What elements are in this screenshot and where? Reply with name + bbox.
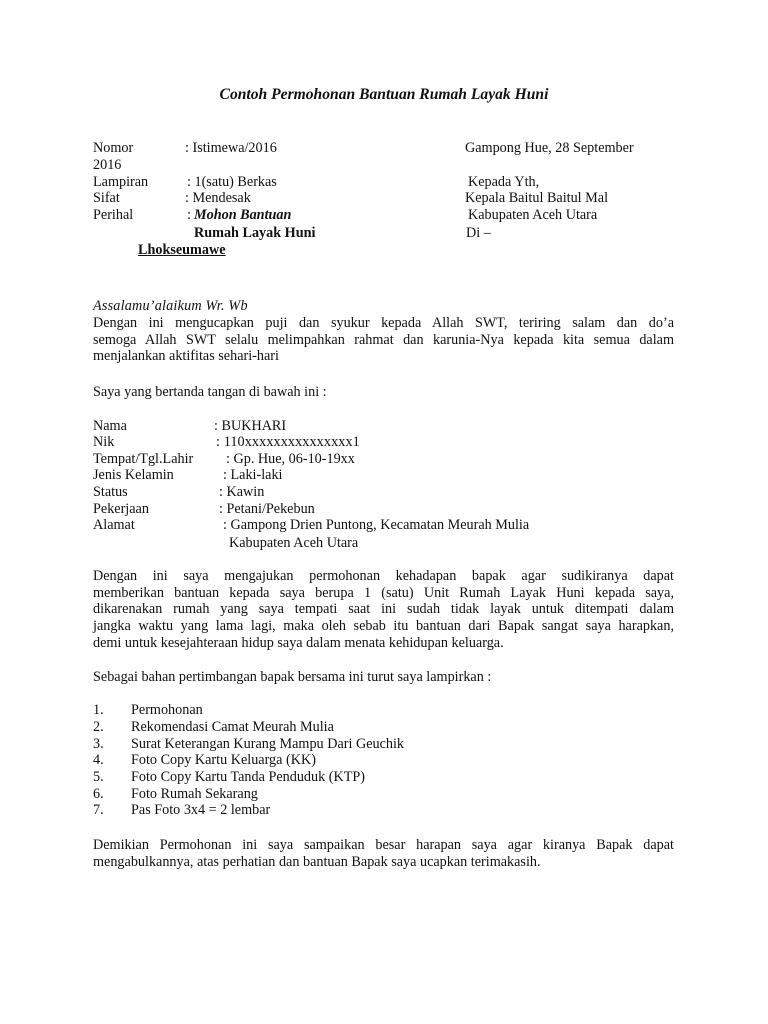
place-date-year: 2016: [93, 157, 122, 173]
jenis-kelamin-value: : Laki-laki: [223, 467, 283, 483]
jenis-kelamin-label: Jenis Kelamin: [93, 467, 174, 483]
lampiran-value: : 1(satu) Berkas: [187, 174, 277, 190]
closing-paragraph: [93, 837, 674, 870]
attachment-number: 5.: [93, 769, 104, 785]
attachment-item: Permohonan: [131, 702, 203, 718]
alamat-label: Alamat: [93, 517, 135, 533]
opening-line-2: semoga Allah SWT selalu melimpahkan rahmat dan karunia-Nya kepada kita semua dalam: [93, 331, 674, 348]
closing-line-1: Demikian Permohonan ini saya sampaikan besar harapan saya agar kiranya Bapak dapat: [93, 837, 674, 853]
request-line-4: jangka waktu yang lama lagi, maka oleh sebab itu bantuan dari Bapak sangat saya harapkan,: [93, 618, 674, 635]
recipient-line-3: Kabupaten Aceh Utara: [468, 207, 598, 223]
status-label: Status: [93, 484, 128, 500]
attachment-number: 2.: [93, 719, 104, 735]
perihal-value-line-1: Mohon Bantuan: [194, 207, 292, 223]
recipient-city: Lhokseumawe: [138, 242, 226, 258]
closing-line-2: mengabulkannya, atas perhatian dan bantuan Bapak saya ucapkan terimakasih.: [93, 853, 541, 870]
request-line-1: Dengan ini saya mengajukan permohonan kehadapan bapak agar sudikiranya dapat: [93, 568, 674, 584]
perihal-label: Perihal: [93, 207, 134, 223]
opening-line-1: Dengan ini mengucapkan puji dan syukur kepada Allah SWT, teriring salam dan do’a: [93, 315, 674, 331]
attachments-intro: Sebagai bahan pertimbangan bapak bersama ini turut saya lampirkan :: [93, 669, 492, 685]
opening-paragraph: [93, 315, 674, 365]
nama-value: : BUKHARI: [214, 418, 287, 434]
attachment-item: Rekomendasi Camat Meurah Mulia: [131, 719, 334, 735]
nomor-value: : Istimewa/2016: [185, 140, 277, 156]
attachment-item: Foto Copy Kartu Keluarga (KK): [131, 752, 316, 768]
attachment-number: 4.: [93, 752, 104, 768]
greeting: Assalamu’alaikum Wr. Wb: [93, 298, 248, 314]
request-paragraph: [93, 568, 674, 652]
attachment-number: 1.: [93, 702, 104, 718]
attachment-item: Foto Copy Kartu Tanda Penduduk (KTP): [131, 769, 366, 785]
recipient-line-1: Kepada Yth,: [468, 174, 540, 190]
recipient-line-2: Kepala Baitul Baitul Mal: [465, 190, 609, 206]
attachment-item: Surat Keterangan Kurang Mampu Dari Geuchik: [131, 736, 405, 752]
request-line-2: memberikan bantuan kepada saya berupa 1 (satu) Unit Rumah Layak Huni kepada saya,: [93, 584, 674, 601]
nama-label: Nama: [93, 418, 127, 434]
ttl-label: Tempat/Tgl.Lahir: [93, 451, 194, 467]
identity-intro: Saya yang bertanda tangan di bawah ini :: [93, 384, 327, 400]
pekerjaan-value: : Petani/Pekebun: [219, 501, 315, 517]
attachment-item: Pas Foto 3x4 = 2 lembar: [131, 802, 271, 818]
alamat-value-line-1: : Gampong Drien Puntong, Kecamatan Meurah Mulia: [223, 517, 530, 533]
attachment-number: 3.: [93, 736, 104, 752]
perihal-colon: :: [187, 207, 191, 223]
nik-value: : 110xxxxxxxxxxxxxxx1: [216, 434, 360, 450]
nomor-label: Nomor: [93, 140, 134, 156]
request-line-3: dikarenakan rumah yang saya tempati saat ini sudah tidak layak untuk ditempati dalam: [93, 601, 674, 618]
ttl-value: : Gp. Hue, 06-10-19xx: [226, 451, 355, 467]
alamat-value-line-2: Kabupaten Aceh Utara: [229, 535, 359, 551]
perihal-value-line-2: Rumah Layak Huni: [194, 225, 316, 241]
nik-label: Nik: [93, 434, 115, 450]
attachment-number: 7.: [93, 802, 104, 818]
lampiran-label: Lampiran: [93, 174, 149, 190]
attachment-item: Foto Rumah Sekarang: [131, 786, 258, 802]
request-line-5: demi untuk kesejahteraan hidup saya dalam menata kehidupan keluarga.: [93, 634, 504, 651]
pekerjaan-label: Pekerjaan: [93, 501, 149, 517]
status-value: : Kawin: [219, 484, 265, 500]
sifat-value: : Mendesak: [185, 190, 251, 206]
opening-line-3: menjalankan aktifitas sehari-hari: [93, 348, 279, 365]
place-date: Gampong Hue, 28 September: [465, 140, 634, 156]
sifat-label: Sifat: [93, 190, 120, 206]
recipient-line-4: Di –: [466, 225, 491, 241]
document-title: Contoh Permohonan Bantuan Rumah Layak Huni: [219, 86, 549, 103]
attachment-number: 6.: [93, 786, 104, 802]
